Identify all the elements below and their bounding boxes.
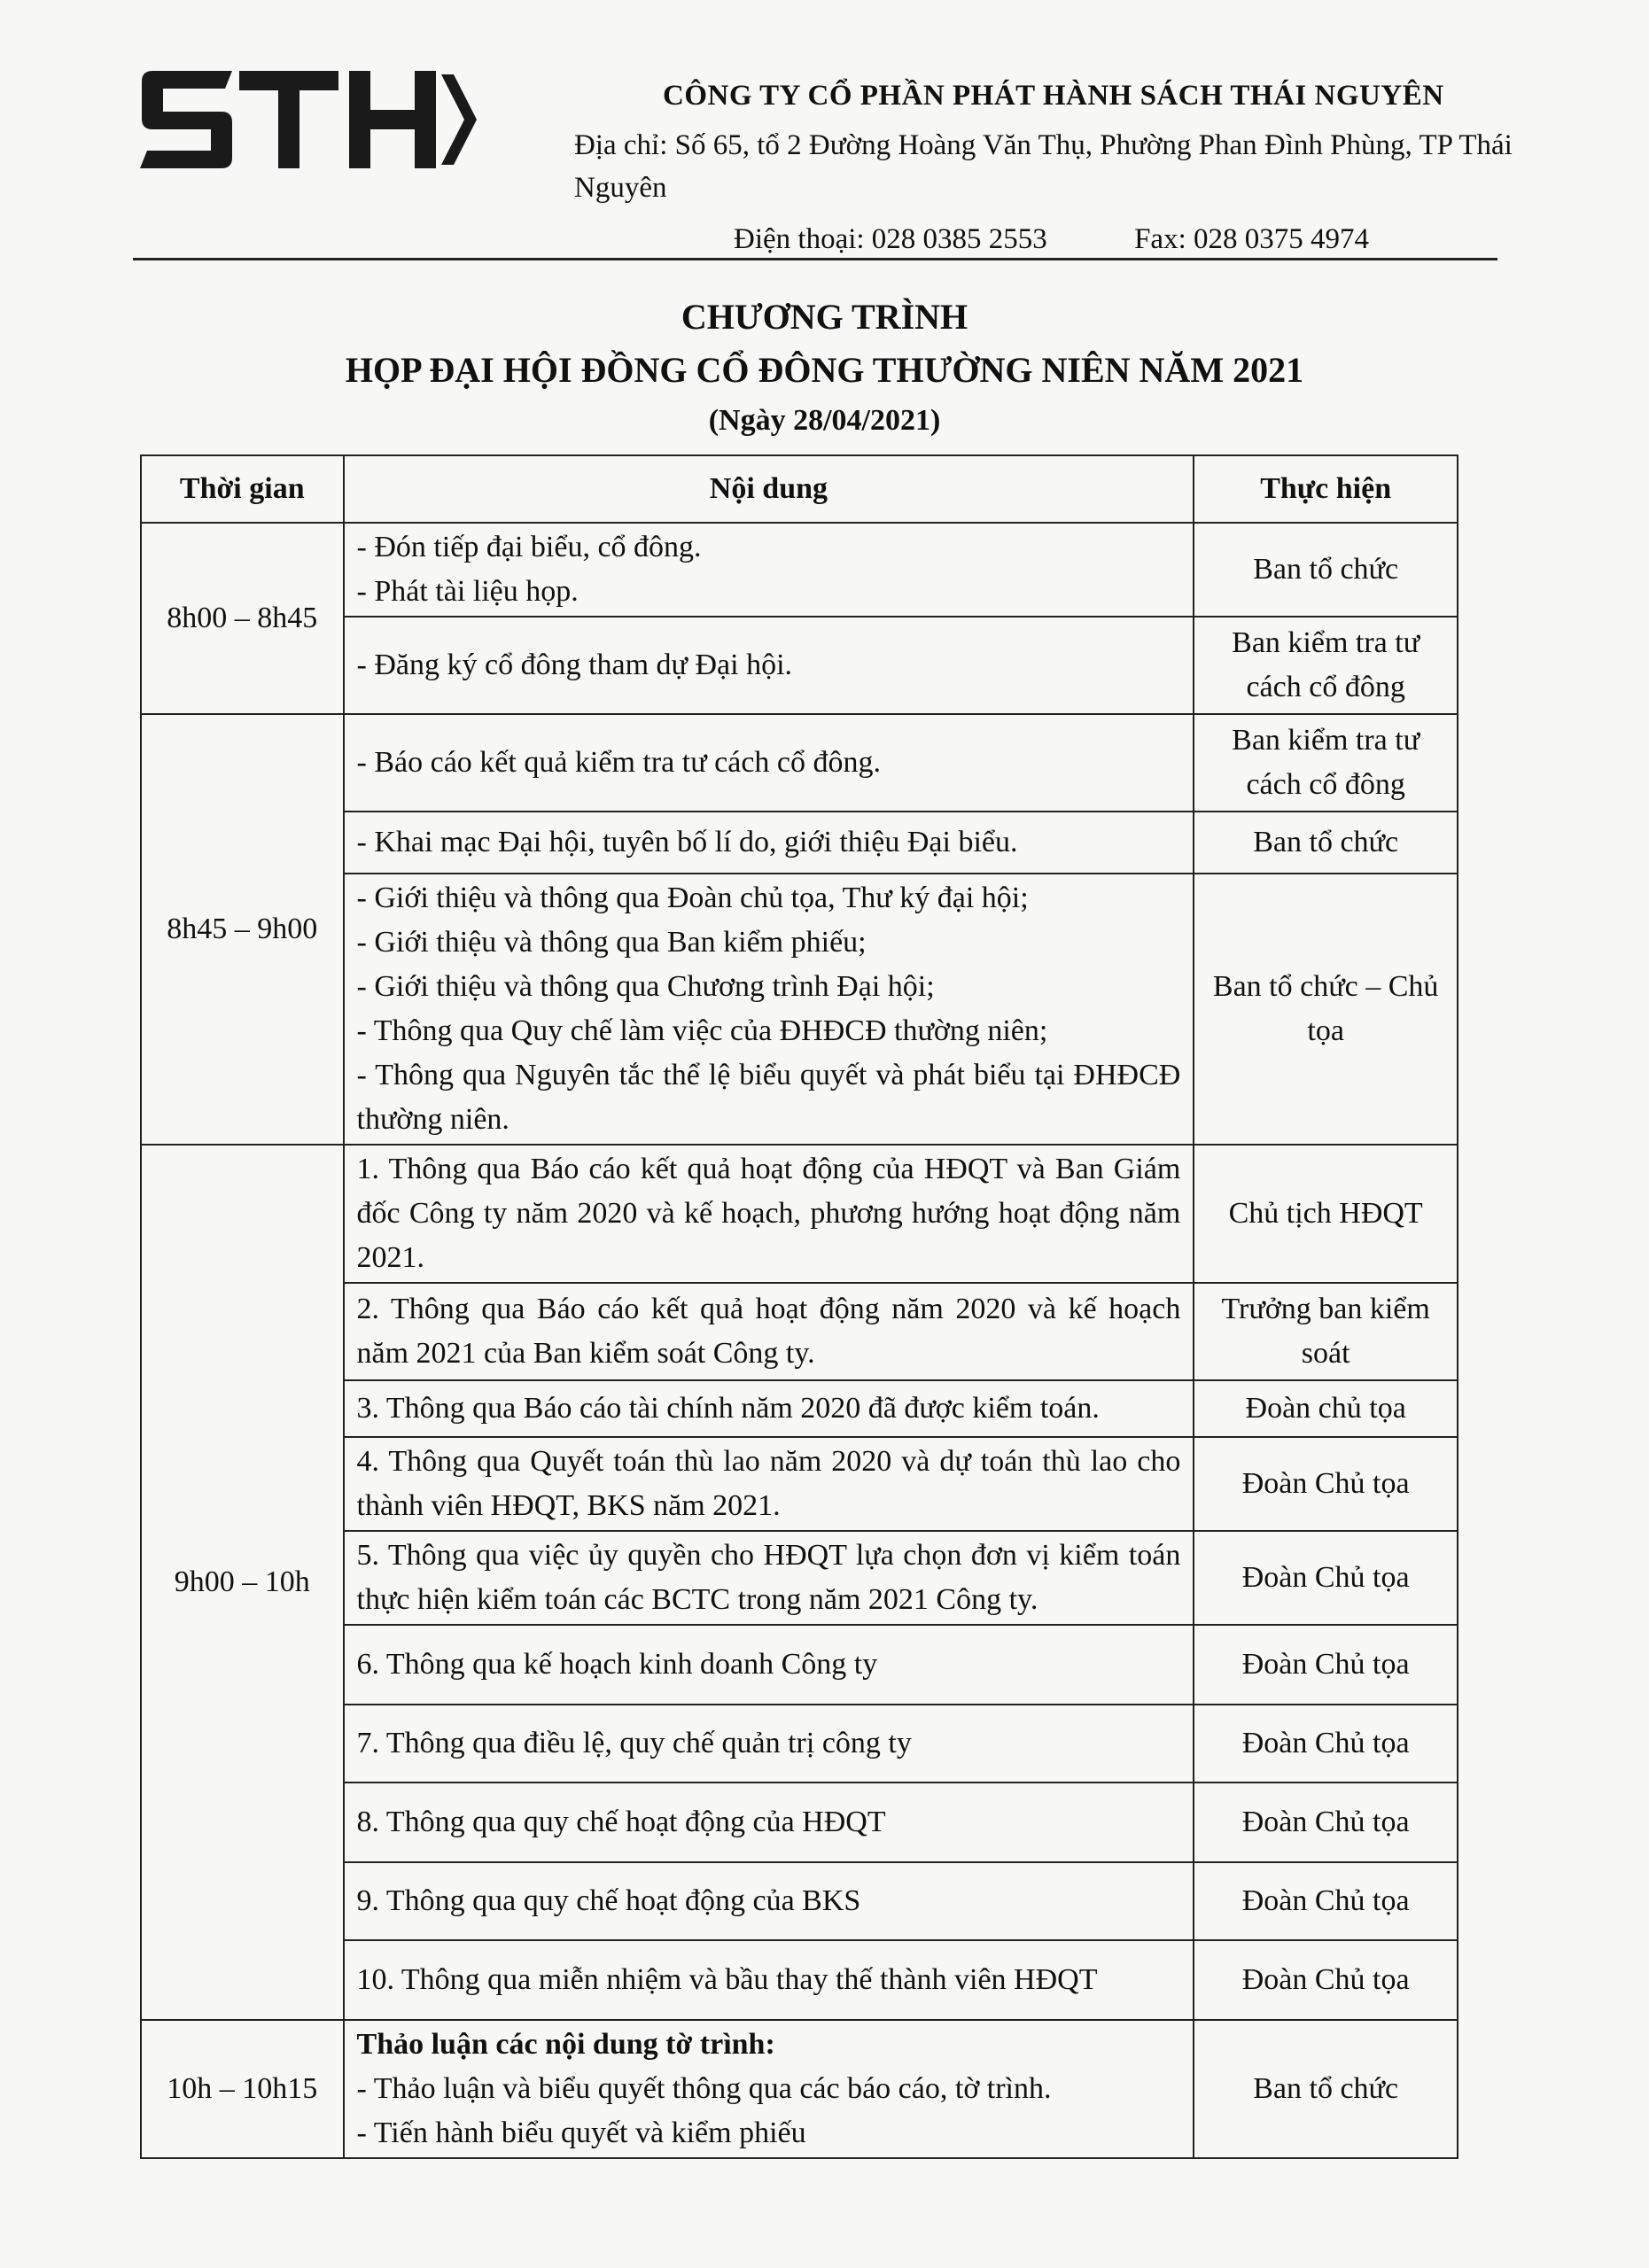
exec-cell: Đoàn Chủ tọa (1194, 1705, 1458, 1783)
time-cell: 8h45 – 9h00 (141, 714, 344, 1145)
company-contact (734, 218, 1567, 260)
content-line: - Giới thiệu và thông qua Chương trình Đại hội; (356, 970, 935, 1003)
content-cell: 10. Thông qua miễn nhiệm và bầu thay thế thành viên HĐQT (344, 1940, 1194, 2020)
content-cell (344, 874, 1194, 1145)
content-cell: 6. Thông qua kế hoạch kinh doanh Công ty (344, 1625, 1194, 1705)
content-cell (344, 523, 1194, 617)
content-line: - Báo cáo kết quả kiểm tra tư cách cổ đông. (356, 746, 881, 779)
content-line: - Đăng ký cổ đông tham dự Đại hội. (356, 649, 793, 681)
document-subtitle: HỌP ĐẠI HỘI ĐỒNG CỔ ĐÔNG THƯỜNG NIÊN NĂM 2021 (345, 350, 1304, 390)
content-line: - Đón tiếp đại biểu, cổ đông. (356, 531, 702, 563)
exec-cell: Đoàn Chủ tọa (1194, 1437, 1458, 1531)
content-heading: Thảo luận các nội dung tờ trình: (356, 2028, 775, 2061)
exec-cell: Ban kiểm tra tư cách cổ đông (1194, 617, 1458, 714)
header-content: Nội dung (344, 455, 1194, 523)
company-fax: Fax: 028 0375 4974 (1134, 223, 1369, 255)
time-cell: 8h00 – 8h45 (141, 523, 344, 714)
exec-cell: Đoàn chủ tọa (1194, 1380, 1458, 1437)
content-cell (344, 812, 1194, 874)
content-cell: 1. Thông qua Báo cáo kết quả hoạt động của HĐQT và Ban Giám đốc Công ty năm 2020 và kế hoạch, phương hướng hoạt động năm 2021. (344, 1145, 1194, 1283)
header-time: Thời gian (141, 455, 344, 523)
content-cell: 8. Thông qua quy chế hoạt động của HĐQT (344, 1783, 1194, 1862)
company-name: CÔNG TY CỔ PHẦN PHÁT HÀNH SÁCH THÁI NGUYÊN (663, 80, 1444, 112)
header-exec: Thực hiện (1194, 455, 1458, 523)
document-date: (Ngày 28/04/2021) (708, 404, 941, 437)
exec-cell: Chủ tịch HĐQT (1194, 1145, 1458, 1283)
exec-cell: Ban kiểm tra tư cách cổ đông (1194, 714, 1458, 812)
content-line: - Tiến hành biểu quyết và kiểm phiếu (356, 2117, 806, 2149)
content-line: - Thảo luận và biểu quyết thông qua các báo cáo, tờ trình. (356, 2072, 1052, 2105)
content-line: - Thông qua Quy chế làm việc của ĐHĐCĐ thường niên; (356, 1014, 1048, 1047)
exec-cell: Ban tổ chức (1194, 812, 1458, 874)
content-line: - Thông qua Nguyên tắc thể lệ biểu quyết và phát biểu tại ĐHĐCĐ thường niên. (356, 1059, 1181, 1136)
header-divider (133, 258, 1497, 260)
content-line: - Giới thiệu và thông qua Đoàn chủ tọa, Thư ký đại hội; (356, 882, 1029, 914)
content-cell: 4. Thông qua Quyết toán thù lao năm 2020 và dự toán thù lao cho thành viên HĐQT, BKS năm 2021. (344, 1437, 1194, 1531)
time-cell: 9h00 – 10h (141, 1145, 344, 2020)
time-cell: 10h – 10h15 (141, 2020, 344, 2158)
table-row (141, 1145, 1458, 1283)
content-cell (344, 2020, 1194, 2158)
exec-cell: Đoàn Chủ tọa (1194, 1940, 1458, 2020)
content-cell (344, 617, 1194, 714)
table-row (141, 523, 1458, 617)
exec-cell: Đoàn Chủ tọa (1194, 1531, 1458, 1625)
exec-cell: Đoàn Chủ tọa (1194, 1625, 1458, 1705)
content-line: - Giới thiệu và thông qua Ban kiểm phiếu; (356, 926, 867, 959)
content-line: - Khai mạc Đại hội, tuyên bố lí do, giới thiệu Đại biểu. (356, 826, 1018, 858)
table-header-row (141, 455, 1458, 523)
exec-cell: Ban tổ chức – Chủ tọa (1194, 874, 1458, 1145)
document-title: CHƯƠNG TRÌNH (681, 297, 968, 337)
exec-cell: Trưởng ban kiểm soát (1194, 1283, 1458, 1380)
exec-cell: Đoàn Chủ tọa (1194, 1783, 1458, 1862)
content-cell: 7. Thông qua điều lệ, quy chế quản trị công ty (344, 1705, 1194, 1783)
content-cell: 2. Thông qua Báo cáo kết quả hoạt động năm 2020 và kế hoạch năm 2021 của Ban kiểm soát Công ty. (344, 1283, 1194, 1380)
content-cell (344, 714, 1194, 812)
exec-cell: Đoàn Chủ tọa (1194, 1862, 1458, 1940)
content-cell: 3. Thông qua Báo cáo tài chính năm 2020 đã được kiểm toán. (344, 1380, 1194, 1437)
agenda-table (140, 454, 1458, 2159)
table-row (141, 2020, 1458, 2158)
content-cell: 9. Thông qua quy chế hoạt động của BKS (344, 1862, 1194, 1940)
company-address: Địa chỉ: Số 65, tổ 2 Đường Hoàng Văn Thụ, Phường Phan Đình Phùng, TP Thái Nguyên (574, 129, 1513, 204)
exec-cell: Ban tổ chức (1194, 2020, 1458, 2158)
content-cell: 5. Thông qua việc ủy quyền cho HĐQT lựa chọn đơn vị kiểm toán thực hiện kiểm toán các BCTC trong năm 2021 Công ty. (344, 1531, 1194, 1625)
exec-cell: Ban tổ chức (1194, 523, 1458, 617)
company-info (574, 74, 1567, 260)
sth-logo (133, 62, 478, 177)
company-phone: Điện thoại: 028 0385 2553 (734, 223, 1047, 255)
content-line: - Phát tài liệu họp. (356, 575, 579, 608)
table-row (141, 714, 1458, 812)
